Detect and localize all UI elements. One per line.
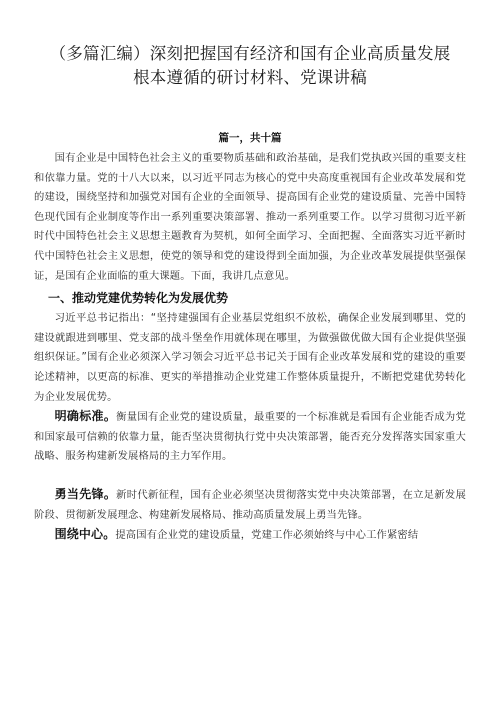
point-text-3: 提高国有企业党的建设质量，党建工作必须始终与中心工作紧密结 — [115, 529, 419, 542]
point-lead-2: 勇当先锋。 — [54, 486, 117, 501]
point-paragraph-1 — [34, 407, 466, 467]
point-lead-1: 明确标准。 — [54, 409, 117, 424]
title-line-1: （多篇汇编）深刻把握国有经济和国有企业高质量发展 — [49, 44, 451, 63]
point-paragraph-2 — [34, 485, 466, 525]
section-paragraph: 习近平总书记指出：“坚持建强国有企业基层党组织不放松，确保企业发展到哪里、党的建设就跟进到哪里、党支部的战斗堡垒作用就体现在哪里，为做强做优做大国有企业提供坚强组织保证。”国有企业必须深入学习领会习近平总书记关于国有企业改革发展和党的建设的重要论述精神，以更高的标准、更实的举措推动企业党建工作整体质量提升，不断把党建优势转化为企业发展优势。 — [34, 312, 466, 403]
paragraph-gap — [34, 467, 466, 485]
document-title — [34, 42, 466, 90]
point-text-2: 新时代新征程，国有企业必须坚决贯彻落实党中央决策部署，在立足新发展阶段、贯彻新发展理念、构建新发展格局、推动高质量发展上勇当先锋。 — [34, 488, 466, 521]
point-paragraph-3 — [34, 525, 466, 546]
point-lead-3: 围绕中心。 — [54, 527, 116, 542]
intro-paragraph: 国有企业是中国特色社会主义的重要物质基础和政治基础，是我们党执政兴国的重要支柱和依靠力量。党的十八大以来，以习近平同志为核心的党中央高度重视国有企业改革发展和党的建设，围绕坚持和加强党对国有企业的全面领导、提高国有企业党的建设质量、完善中国特色现代国有企业制度等作出一系列重要决策部署、推动一系列重要工作。以学习贯彻习近平新时代中国特色社会主义思想主题教育为契机，如何全面学习、全面把握、全面落实习近平新时代中国特色社会主义思想，使党的领导和党的建设得到全面加强，为企业改革发展提供坚强保证，是国有企业面临的重大课题。下面，我讲几点意见。 — [34, 152, 466, 282]
point-text-1: 衡量国有企业党的建设质量，最重要的一个标准就是看国有企业能否成为党和国家最可信赖的依靠力量，能否坚决贯彻执行党中央决策部署，能否充分发挥落实国家重大战略、服务构建新发展格局的主力军作用。 — [34, 411, 466, 463]
part-label: 篇一，共十篇 — [218, 132, 282, 144]
title-line-2: 根本遵循的研讨材料、党课讲稿 — [133, 68, 367, 87]
section-heading: 一、推动党建优势转化为发展优势 — [48, 291, 229, 306]
